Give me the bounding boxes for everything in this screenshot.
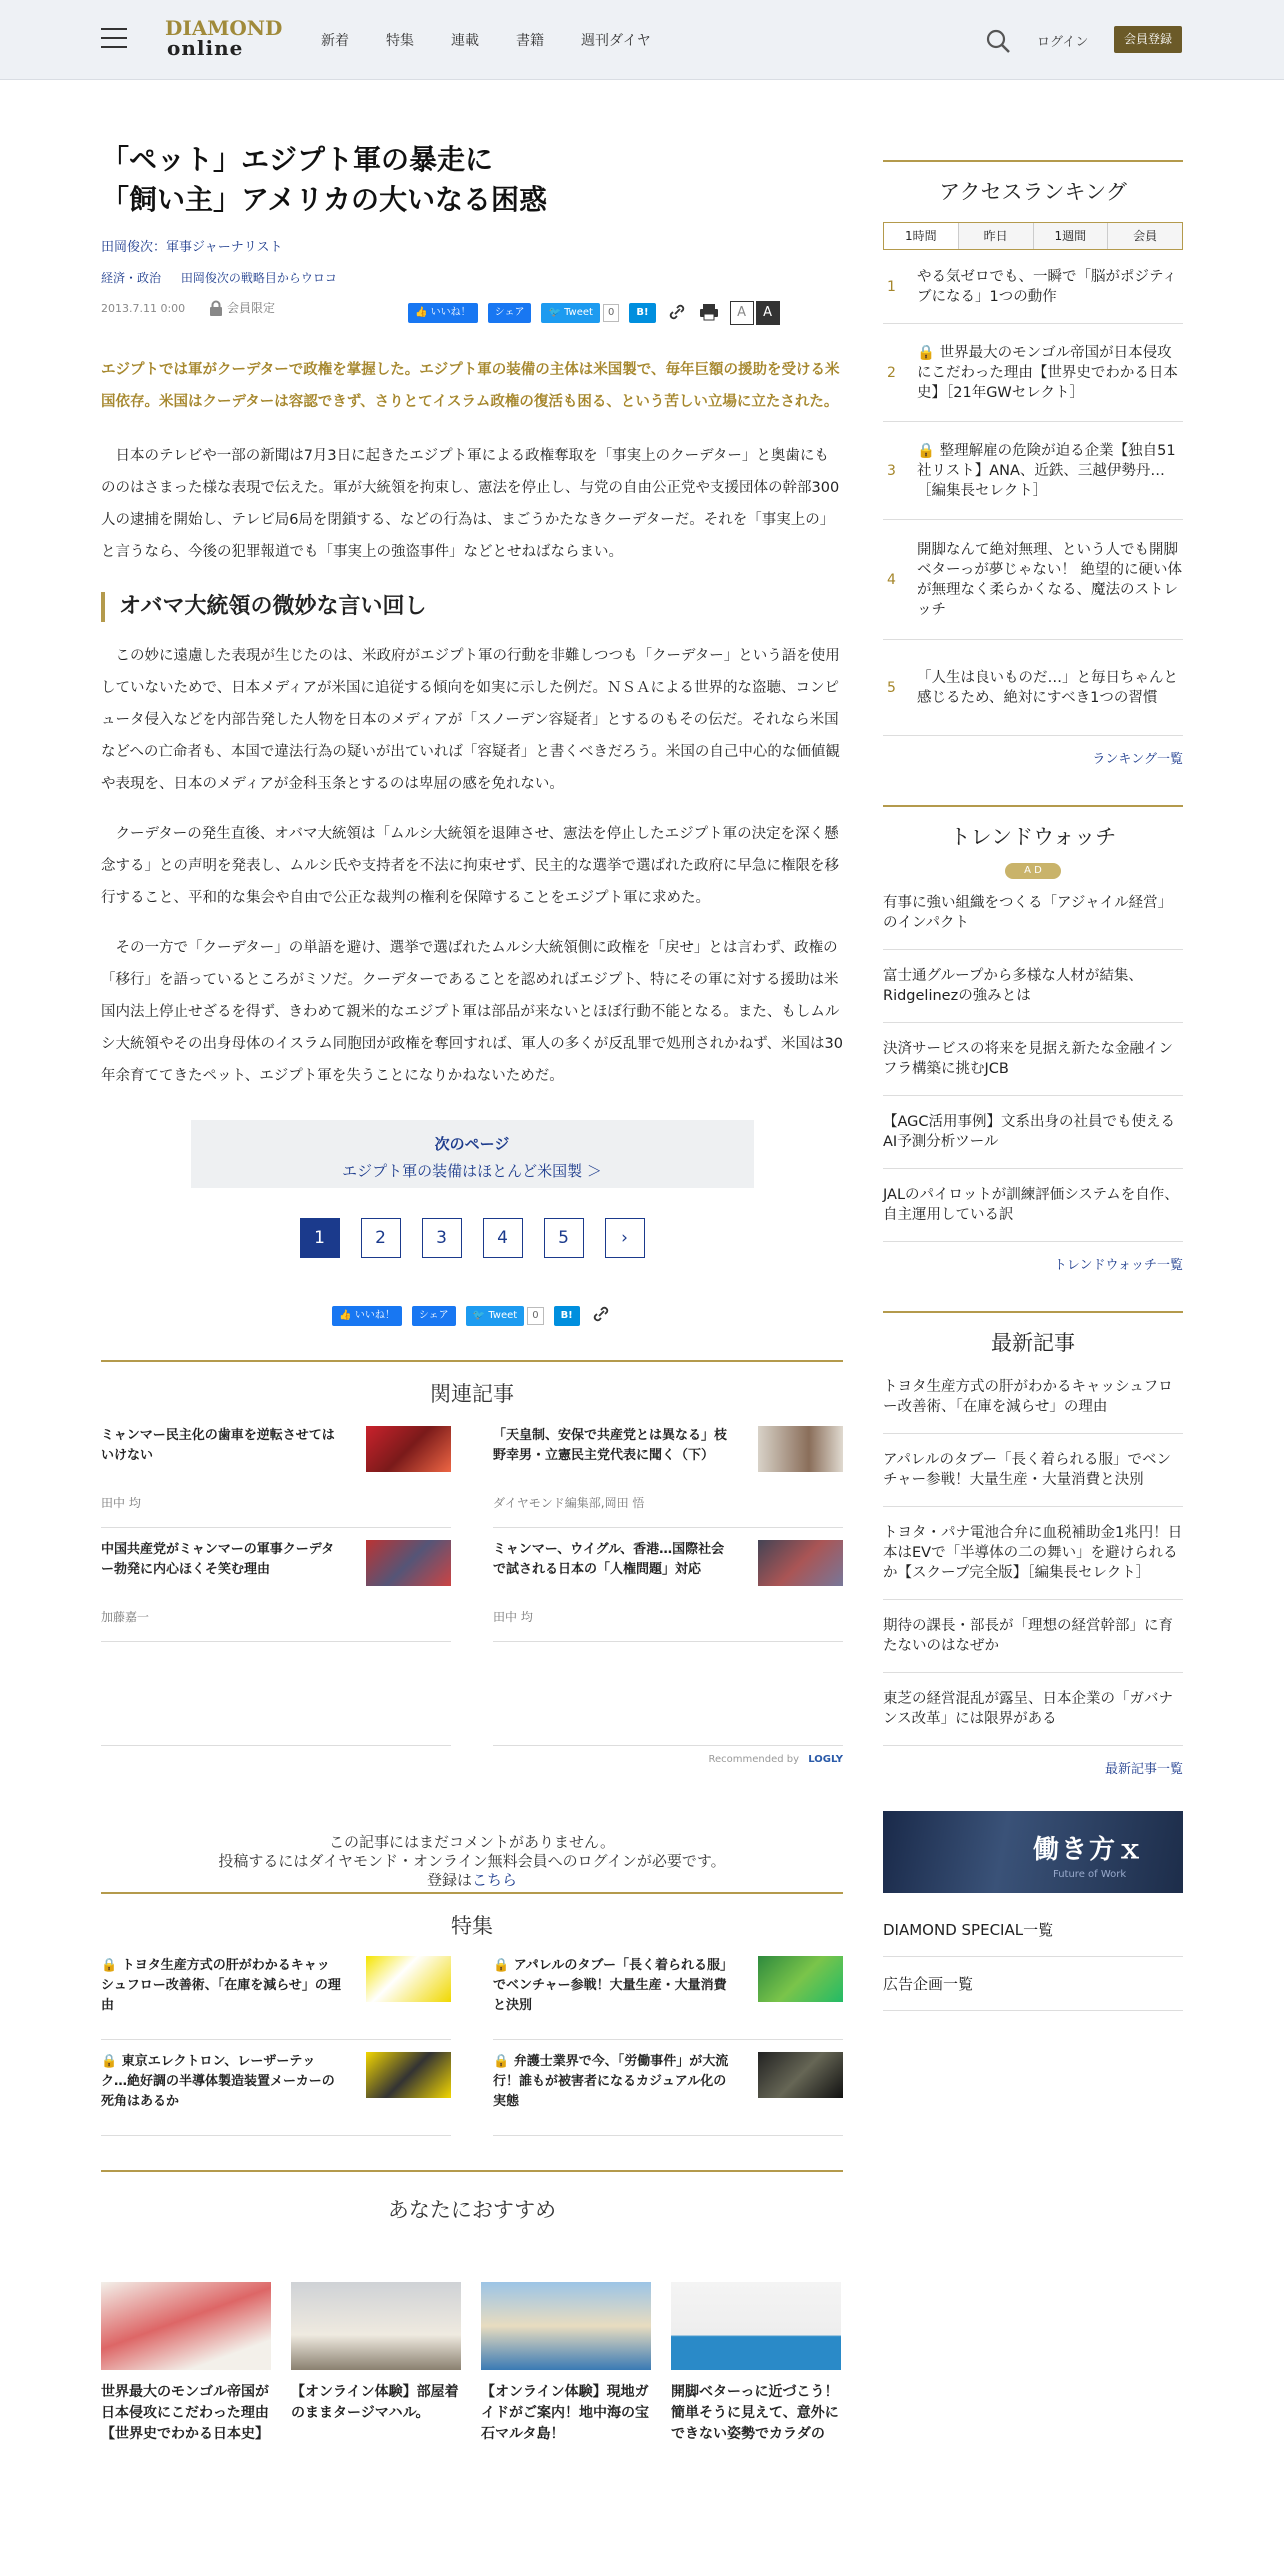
login-link[interactable]: ログイン [1037,35,1089,50]
site-logo[interactable] [165,16,283,60]
banner-subtitle: Future of Work [1053,1869,1127,1880]
article-title [101,140,843,220]
feature-thumb [366,2052,451,2098]
rank-title: やる気ゼロでも、一瞬で「脳がポジティブになる」1つの動作 [917,268,1177,305]
logo-top: DIAMOND [165,16,283,40]
tweet-button[interactable]: 🐦 Tweet [541,303,600,323]
related-item-empty [101,1642,451,1746]
osusume-image [291,2282,461,2370]
future-of-work-banner[interactable] [883,1811,1183,1893]
feature-item[interactable] [493,2040,843,2136]
comment-line: 投稿するにはダイヤモンド・オンライン無料会員へのログインが必要です。 [218,1852,726,1870]
ad-project-link[interactable]: 広告企画一覧 [883,1957,1183,2011]
ranking-heading: アクセスランキング [939,180,1127,204]
link-icon[interactable] [590,1304,612,1328]
ranking-box [883,160,1183,767]
facebook-like-button[interactable]: 👍 いいね！ [332,1306,402,1326]
latest-heading: 最新記事 [991,1331,1075,1355]
feature-item[interactable] [493,1944,843,2040]
paragraph: この妙に遠慮した表現が生じたのは、米政府がエジプト軍の行動を非難しつつも「クーデター」という語を使用していないためで、日本メディアが米国に追従する傾向を如実に示した例だ。ＮＳＡによる世界的な盗聴、コンピュータ侵入などを内部告発した人物を日本のメディアが「スノーデン容疑者」とするのもその伝だ。それなら米国などへの亡命者も、本国で違法行為の疑いが出ていれば「容疑者」と書くべきだろう。米国の自己中心的な価値観や表現を、日本のメディアが金科玉条とするのは卑屈の感を免れない。 [101,648,840,792]
diamond-special-link[interactable]: DIAMOND SPECIAL一覧 [883,1903,1183,1957]
global-nav [321,30,688,50]
paragraph: クーデターの発生直後、オバマ大統領は「ムルシ大統領を退陣させ、憲法を停止したエジプト軍の決定を深く懸念する」との声明を発表し、ムルシ氏や支持者を不法に拘束せず、民主的な選挙で選ばれた政府に早急に権限を移行すること、平和的な集会や自由で公正な裁判の権利を保障することをエジプト軍に求めた。 [101,826,839,906]
article-tags [101,269,843,286]
trend-item[interactable]: JALのパイロットが訓練評価システムを自作、自主運用している訳 [883,1169,1183,1242]
comment-notice [101,1833,843,1890]
recommended-label: Recommended by [708,1754,800,1765]
related-author: 田中 均 [493,1610,533,1624]
latest-more-link[interactable]: 最新記事一覧 [1104,1762,1183,1777]
divider [101,1360,843,1362]
osusume-image [671,2282,841,2370]
next-page-box[interactable] [191,1120,754,1188]
ranking-item[interactable] [883,250,1183,324]
comment-line: この記事にはまだコメントがありません。 [329,1833,615,1851]
print-icon[interactable] [698,302,720,325]
link-icon[interactable] [666,302,688,325]
rank-number: 1 [887,278,896,295]
paragraph: その一方で「クーデター」の単語を避け、選挙で選ばれたムルシ大統領側に政権を「戻せ」とは言わず、政権の「移行」を語っているところがミソだ。クーデターであることを認めればエジプト、特にその軍に対する援助は米国内法上停止せざるを得ず、きわめて親米的なエジプト軍は部品が来ないとほぼ行動不能となる。また、もしムルシ大統領やその出身母体のイスラム同胞団が政権を奪回すれば、軍人の多くが反乱罪で処刑されかねず、米国は30年余育ててきたペット、エジプト軍を失うことになりかねないためだ。 [101,940,843,1084]
related-item[interactable] [493,1414,843,1528]
tab-1hour[interactable]: 1時間 [884,223,959,249]
logly-logo[interactable]: LOGLY [808,1754,843,1765]
site-header [0,0,1284,80]
divider [101,1892,843,1894]
section-heading: オバマ大統領の微妙な言い回し [101,592,843,622]
hatena-button[interactable]: B! [554,1306,580,1326]
next-page-label: 次のページ [434,1135,510,1153]
nav-series[interactable]: 連載 [451,33,479,49]
logo-bottom: online [167,36,244,60]
related-title: 中国共産党がミャンマーの軍事クーデター勃発に内心ほくそ笑む理由 [101,1542,335,1577]
article-column [101,80,843,2442]
paragraph: 日本のテレビや一部の新聞は7月3日に起きたエジプト軍による政権奪取を「事実上のクーデター」と奥歯にもののはさまった様な表現で伝えた。軍が大統領を拘束し、憲法を停止し、与党の自由公正党や支援団体の幹部300人の逮捕を開始し、テレビ局6局を閉鎖する、などの行為は、まごうかたなきクーデターだ。それを「事実上の」と言うなら、今後の犯罪報道でも「事実上の強盗事件」などとせねばならまい。 [101,448,840,560]
register-button[interactable]: 会員登録 [1114,26,1182,53]
tab-member[interactable]: 会員 [1108,223,1182,249]
trend-more-link[interactable]: トレンドウォッチ一覧 [1053,1258,1183,1273]
related-thumb [758,1426,843,1472]
tweet-button[interactable]: 🐦 Tweet [466,1306,525,1326]
ranking-tabs [883,222,1183,250]
facebook-like-button[interactable]: 👍 いいね！ [408,303,478,323]
osusume-image [481,2282,651,2370]
share-bar [408,301,780,325]
facebook-share-button[interactable]: シェア [412,1306,456,1326]
feature-thumb [758,1956,843,2002]
feature-title: 🔒 トヨタ生産方式の肝がわかるキャッシュフロー改善術、「在庫を減らせ」の理由 [101,1958,341,2013]
lock-icon [209,300,223,316]
rank-number: 5 [887,679,896,696]
related-item[interactable] [101,1414,451,1528]
rank-number: 4 [887,571,896,588]
font-small-button[interactable]: A [730,301,754,325]
tag-link[interactable]: 田岡俊次の戦略目からウロコ [180,271,337,285]
nav-feature[interactable]: 特集 [386,33,414,49]
related-author: 加藤嘉一 [101,1610,150,1624]
tag-link[interactable]: 経済・政治 [101,271,162,285]
trend-item[interactable]: 有事に強い組織をつくる「アジャイル経営」のインパクト [883,879,1183,950]
feature-title: 🔒 東京エレクトロン、レーザーテック…絶好調の半導体製造装置メーカーの死角はあるか [101,2054,335,2109]
comment-line: 登録は [426,1871,472,1889]
page-4[interactable]: 4 [483,1218,523,1258]
next-page-title: エジプト軍の装備はほとんど米国製 ＞ [342,1162,602,1180]
page-5[interactable]: 5 [544,1218,584,1258]
related-author: ダイヤモンド編集部,岡田 悟 [493,1496,645,1510]
publish-date: 2013.7.11 0:00 [101,302,186,315]
hatena-button[interactable]: B! [629,303,655,323]
latest-item[interactable]: 期待の課長・部長が「理想の経営幹部」に育たないのはなぜか [883,1600,1183,1673]
latest-item[interactable]: 東芝の経営混乱が露呈、日本企業の「ガバナンス改革」には限界がある [883,1673,1183,1746]
related-articles [101,1414,843,1746]
osusume-card[interactable] [671,2282,841,2442]
banner-title: 働き方ｘ [1033,1835,1146,1865]
ranking-item[interactable] [883,324,1183,422]
rank-title: 🔒 整理解雇の危険が迫る企業【独自51社リスト】ANA、近鉄、三越伊勢丹…［編集長セレクト］ [917,442,1176,499]
osusume-grid [101,2282,843,2442]
share-bar-bottom [101,1304,843,1328]
feature-item[interactable] [101,1944,451,2040]
font-large-button[interactable]: A [756,301,780,325]
related-item-empty [493,1642,843,1746]
latest-box [883,1311,1183,1777]
related-title: ミャンマー民主化の歯車を逆転させてはいけない [101,1428,335,1463]
rank-number: 2 [887,364,896,381]
next-page-arrow[interactable]: › [605,1218,645,1258]
feature-articles [101,1944,843,2136]
feature-title: 🔒 弁護士業界で今、「労働事件」が大流行！誰もが被害者になるカジュアル化の実態 [493,2054,729,2109]
ranking-more-link[interactable]: ランキング一覧 [1092,752,1183,767]
related-item[interactable] [493,1528,843,1642]
latest-item[interactable]: アパレルのタブー「長く着られる服」でベンチャー参戦！大量生産・大量消費と決別 [883,1434,1183,1507]
ad-badge: A D [1005,863,1061,879]
article-lead: エジプトでは軍がクーデターで政権を掌握した。エジプト軍の装備の主体は米国製で、毎年巨額の援助を受ける米国依存。米国はクーデターは容認できず、さりとてイスラム政権の復活も困る、という苦しい立場に立たされた。 [101,362,840,410]
osusume-card[interactable] [291,2282,461,2426]
osusume-image [101,2282,271,2370]
trend-item[interactable]: 決済サービスの将来を見据え新たな金融インフラ構築に挑むJCB [883,1023,1183,1096]
tab-1week[interactable]: 1週間 [1034,223,1109,249]
osusume-title: 【オンライン体験】現地ガイドがご案内！地中海の宝石マルタ島！ [481,2384,649,2442]
page-3[interactable]: 3 [422,1218,462,1258]
trend-box [883,805,1183,1273]
recommended-by [101,1754,843,1765]
feature-item[interactable] [101,2040,451,2136]
title-line-2: 「飼い主」アメリカの大いなる困惑 [101,183,548,216]
related-title: ミャンマー、ウイグル、香港…国際社会で試される日本の「人権問題」対応 [493,1542,725,1577]
member-only-label: 会員限定 [227,301,276,315]
rank-title: 「人生は良いものだ…」と毎日ちゃんと感じるため、絶対にすべき1つの習慣 [917,669,1178,706]
osusume-title: 世界最大のモンゴル帝国が日本侵攻にこだわった理由【世界史でわかる日本史】 [101,2384,269,2442]
nav-weekly[interactable]: 週刊ダイヤ [581,33,651,49]
feature-thumb [366,1956,451,2002]
related-item[interactable] [101,1528,451,1642]
related-heading: 関連記事 [430,1382,514,1406]
rank-title: 開脚なんて絶対無理、という人でも開脚ベターっが夢じゃない！ 絶望的に硬い体が無理なく柔らかくなる、魔法のストレッチ [917,541,1183,618]
tweet-count: 0 [603,304,619,322]
related-thumb [366,1426,451,1472]
facebook-share-button[interactable]: シェア [488,303,532,323]
member-only-badge [209,299,275,316]
ranking-item[interactable] [883,640,1183,736]
pagination [101,1218,843,1258]
trend-heading: トレンドウォッチ [949,825,1117,849]
search-icon[interactable] [985,28,1011,54]
feature-heading: 特集 [451,1914,493,1938]
trend-item[interactable]: 【AGC活用事例】文系出身の社員でも使えるAI予測分析ツール [883,1096,1183,1169]
sidebar [883,160,1183,2011]
related-title: 「天皇制、安保で共産党とは異なる」枝野幸男・立憲民主党代表に聞く（下） [493,1428,728,1463]
nav-books[interactable]: 書籍 [516,33,544,49]
feature-title: 🔒 アパレルのタブー「長く着られる服」でベンチャー参戦！大量生産・大量消費と決別 [493,1958,733,2013]
related-thumb [758,1540,843,1586]
rank-number: 3 [887,462,896,479]
osusume-heading: あなたにおすすめ [387,2198,557,2222]
latest-item[interactable]: トヨタ・パナ電池合弁に血税補助金1兆円！日本はEVで「半導体の二の舞い」を避けられるか【スクープ完全版】［編集長セレクト］ [883,1507,1183,1600]
tab-yesterday[interactable]: 昨日 [959,223,1034,249]
divider [101,2170,843,2172]
rank-title: 🔒 世界最大のモンゴル帝国が日本侵攻にこだわった理由【世界史でわかる日本史】［21年GWセレクト］ [917,344,1178,401]
tweet-count: 0 [527,1307,543,1325]
latest-item[interactable]: トヨタ生産方式の肝がわかるキャッシュフロー改善術、「在庫を減らせ」の理由 [883,1357,1183,1434]
osusume-title: 【オンライン体験】部屋着のままタージマハル。 [291,2384,459,2421]
osusume-title: 開脚ベターっに近づこう！簡単そうに見えて、意外にできない姿勢でカラダの [671,2384,839,2442]
article-meta [101,298,843,324]
osusume-card[interactable] [481,2282,651,2442]
ranking-item[interactable] [883,422,1183,520]
page-2[interactable]: 2 [361,1218,401,1258]
nav-new[interactable]: 新着 [321,33,349,49]
ranking-item[interactable] [883,520,1183,640]
register-here-link[interactable]: こちら [472,1871,518,1889]
osusume-card[interactable] [101,2282,271,2442]
related-author: 田中 均 [101,1496,141,1510]
trend-item[interactable]: 富士通グループから多様な人材が結集、Ridgelinezの強みとは [883,950,1183,1023]
related-thumb [366,1540,451,1586]
title-line-1: 「ペット」エジプト軍の暴走に [101,143,494,176]
menu-icon[interactable] [101,28,127,50]
page-1[interactable]: 1 [300,1218,340,1258]
feature-thumb [758,2052,843,2098]
author-link[interactable]: 田岡俊次：軍事ジャーナリスト [101,240,283,255]
